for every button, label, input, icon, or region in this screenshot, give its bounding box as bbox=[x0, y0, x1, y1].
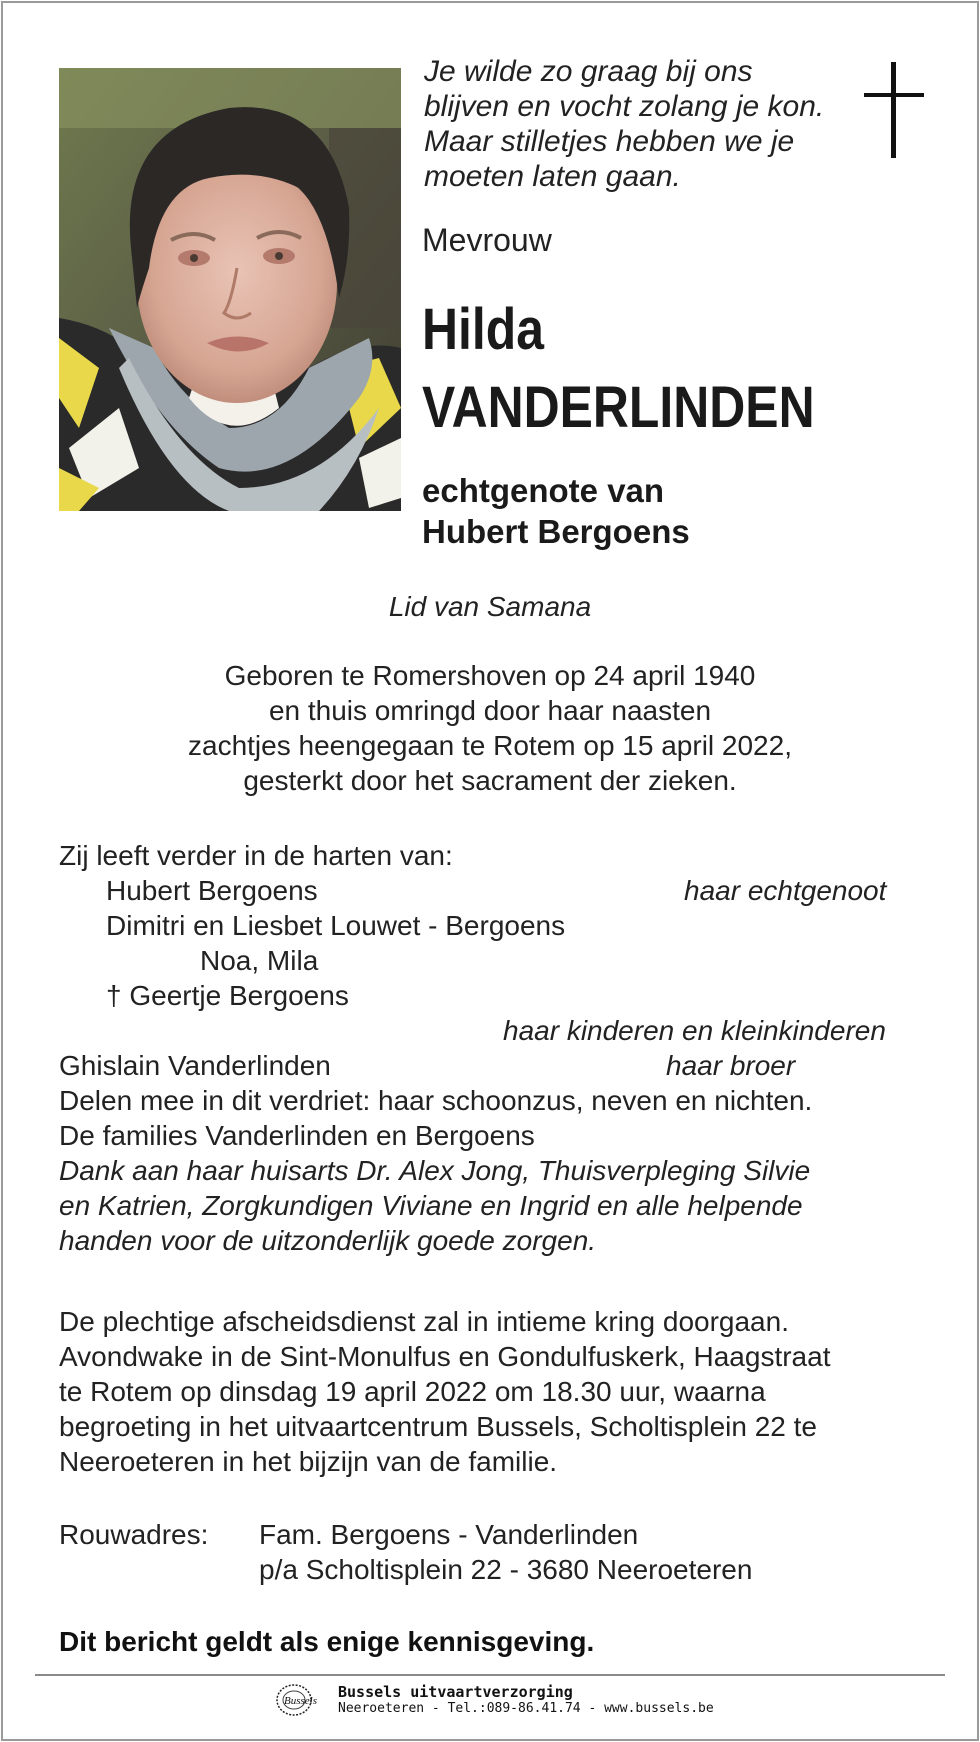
service-line: begroeting in het uitvaartcentrum Bussels, Scholtisplein 22 te bbox=[59, 1411, 817, 1442]
husband-role: haar echtgenoot bbox=[684, 875, 887, 906]
quote-line: moeten laten gaan. bbox=[424, 160, 681, 193]
last-name: VANDERLINDEN bbox=[422, 375, 815, 440]
family-intro: Zij leeft verder in de harten van: bbox=[59, 840, 453, 871]
child-name: Dimitri en Liesbet Louwet - Bergoens bbox=[106, 910, 566, 941]
children-role: haar kinderen en kleinkinderen bbox=[503, 1015, 886, 1046]
families-line: De families Vanderlinden en Bergoens bbox=[59, 1120, 535, 1151]
share-line: Delen mee in dit verdriet: haar schoonzus, neven en nichten. bbox=[59, 1085, 813, 1116]
company-name: Bussels uitvaartverzorging bbox=[338, 1683, 573, 1701]
service-line: te Rotem op dinsdag 19 april 2022 om 18.30 uur, waarna bbox=[59, 1376, 766, 1407]
membership: Lid van Samana bbox=[388, 591, 592, 622]
first-name: Hilda bbox=[422, 297, 544, 362]
company-contact: Neeroeteren - Tel.:089-86.41.74 - www.bussels.be bbox=[338, 1701, 714, 1716]
quote-line: blijven en vocht zolang je kon. bbox=[424, 90, 825, 123]
bussels-logo bbox=[274, 1683, 330, 1717]
husband-name: Hubert Bergoens bbox=[106, 875, 318, 906]
spouse-relation: echtgenote van bbox=[422, 472, 665, 509]
memorial-quote bbox=[424, 54, 824, 194]
brother-role: haar broer bbox=[666, 1050, 796, 1081]
thanks-line: en Katrien, Zorgkundigen Viviane en Ingrid en alle helpende bbox=[59, 1190, 803, 1221]
spouse-name: Hubert Bergoens bbox=[422, 513, 690, 550]
thanks-line: handen voor de uitzonderlijk goede zorgen. bbox=[59, 1225, 597, 1256]
bio-line: Geboren te Romershoven op 24 april 1940 bbox=[224, 660, 756, 691]
bio-line: zachtjes heengegaan te Rotem op 15 april 2022, bbox=[188, 730, 792, 761]
address-label: Rouwadres: bbox=[59, 1519, 209, 1550]
cross-icon bbox=[864, 62, 924, 158]
service-line: Neeroeteren in het bijzijn van de familie. bbox=[59, 1446, 558, 1477]
thanks-line: Dank aan haar huisarts Dr. Alex Jong, Thuisverpleging Silvie bbox=[59, 1155, 811, 1186]
address-line: Fam. Bergoens - Vanderlinden bbox=[259, 1519, 639, 1550]
grandchildren-names: Noa, Mila bbox=[200, 945, 319, 976]
service-line: De plechtige afscheidsdienst zal in intieme kring doorgaan. bbox=[59, 1306, 789, 1337]
brother-name: Ghislain Vanderlinden bbox=[59, 1050, 331, 1081]
title-prefix: Mevrouw bbox=[422, 222, 552, 258]
footer-divider bbox=[35, 1674, 945, 1676]
service-line: Avondwake in de Sint-Monulfus en Gondulfuskerk, Haagstraat bbox=[59, 1341, 831, 1372]
bio-line: en thuis omringd door haar naasten bbox=[268, 695, 712, 726]
quote-line: Maar stilletjes hebben we je bbox=[424, 125, 795, 158]
logo-text: Bussels bbox=[284, 1695, 317, 1707]
portrait-photo bbox=[59, 68, 401, 511]
bio-line: gesterkt door het sacrament der zieken. bbox=[243, 765, 737, 796]
child-name: † Geertje Bergoens bbox=[106, 980, 349, 1011]
quote-line: Je wilde zo graag bij ons bbox=[424, 55, 753, 88]
address-line: p/a Scholtisplein 22 - 3680 Neeroeteren bbox=[259, 1554, 753, 1585]
notice: Dit bericht geldt als enige kennisgeving. bbox=[59, 1626, 595, 1657]
